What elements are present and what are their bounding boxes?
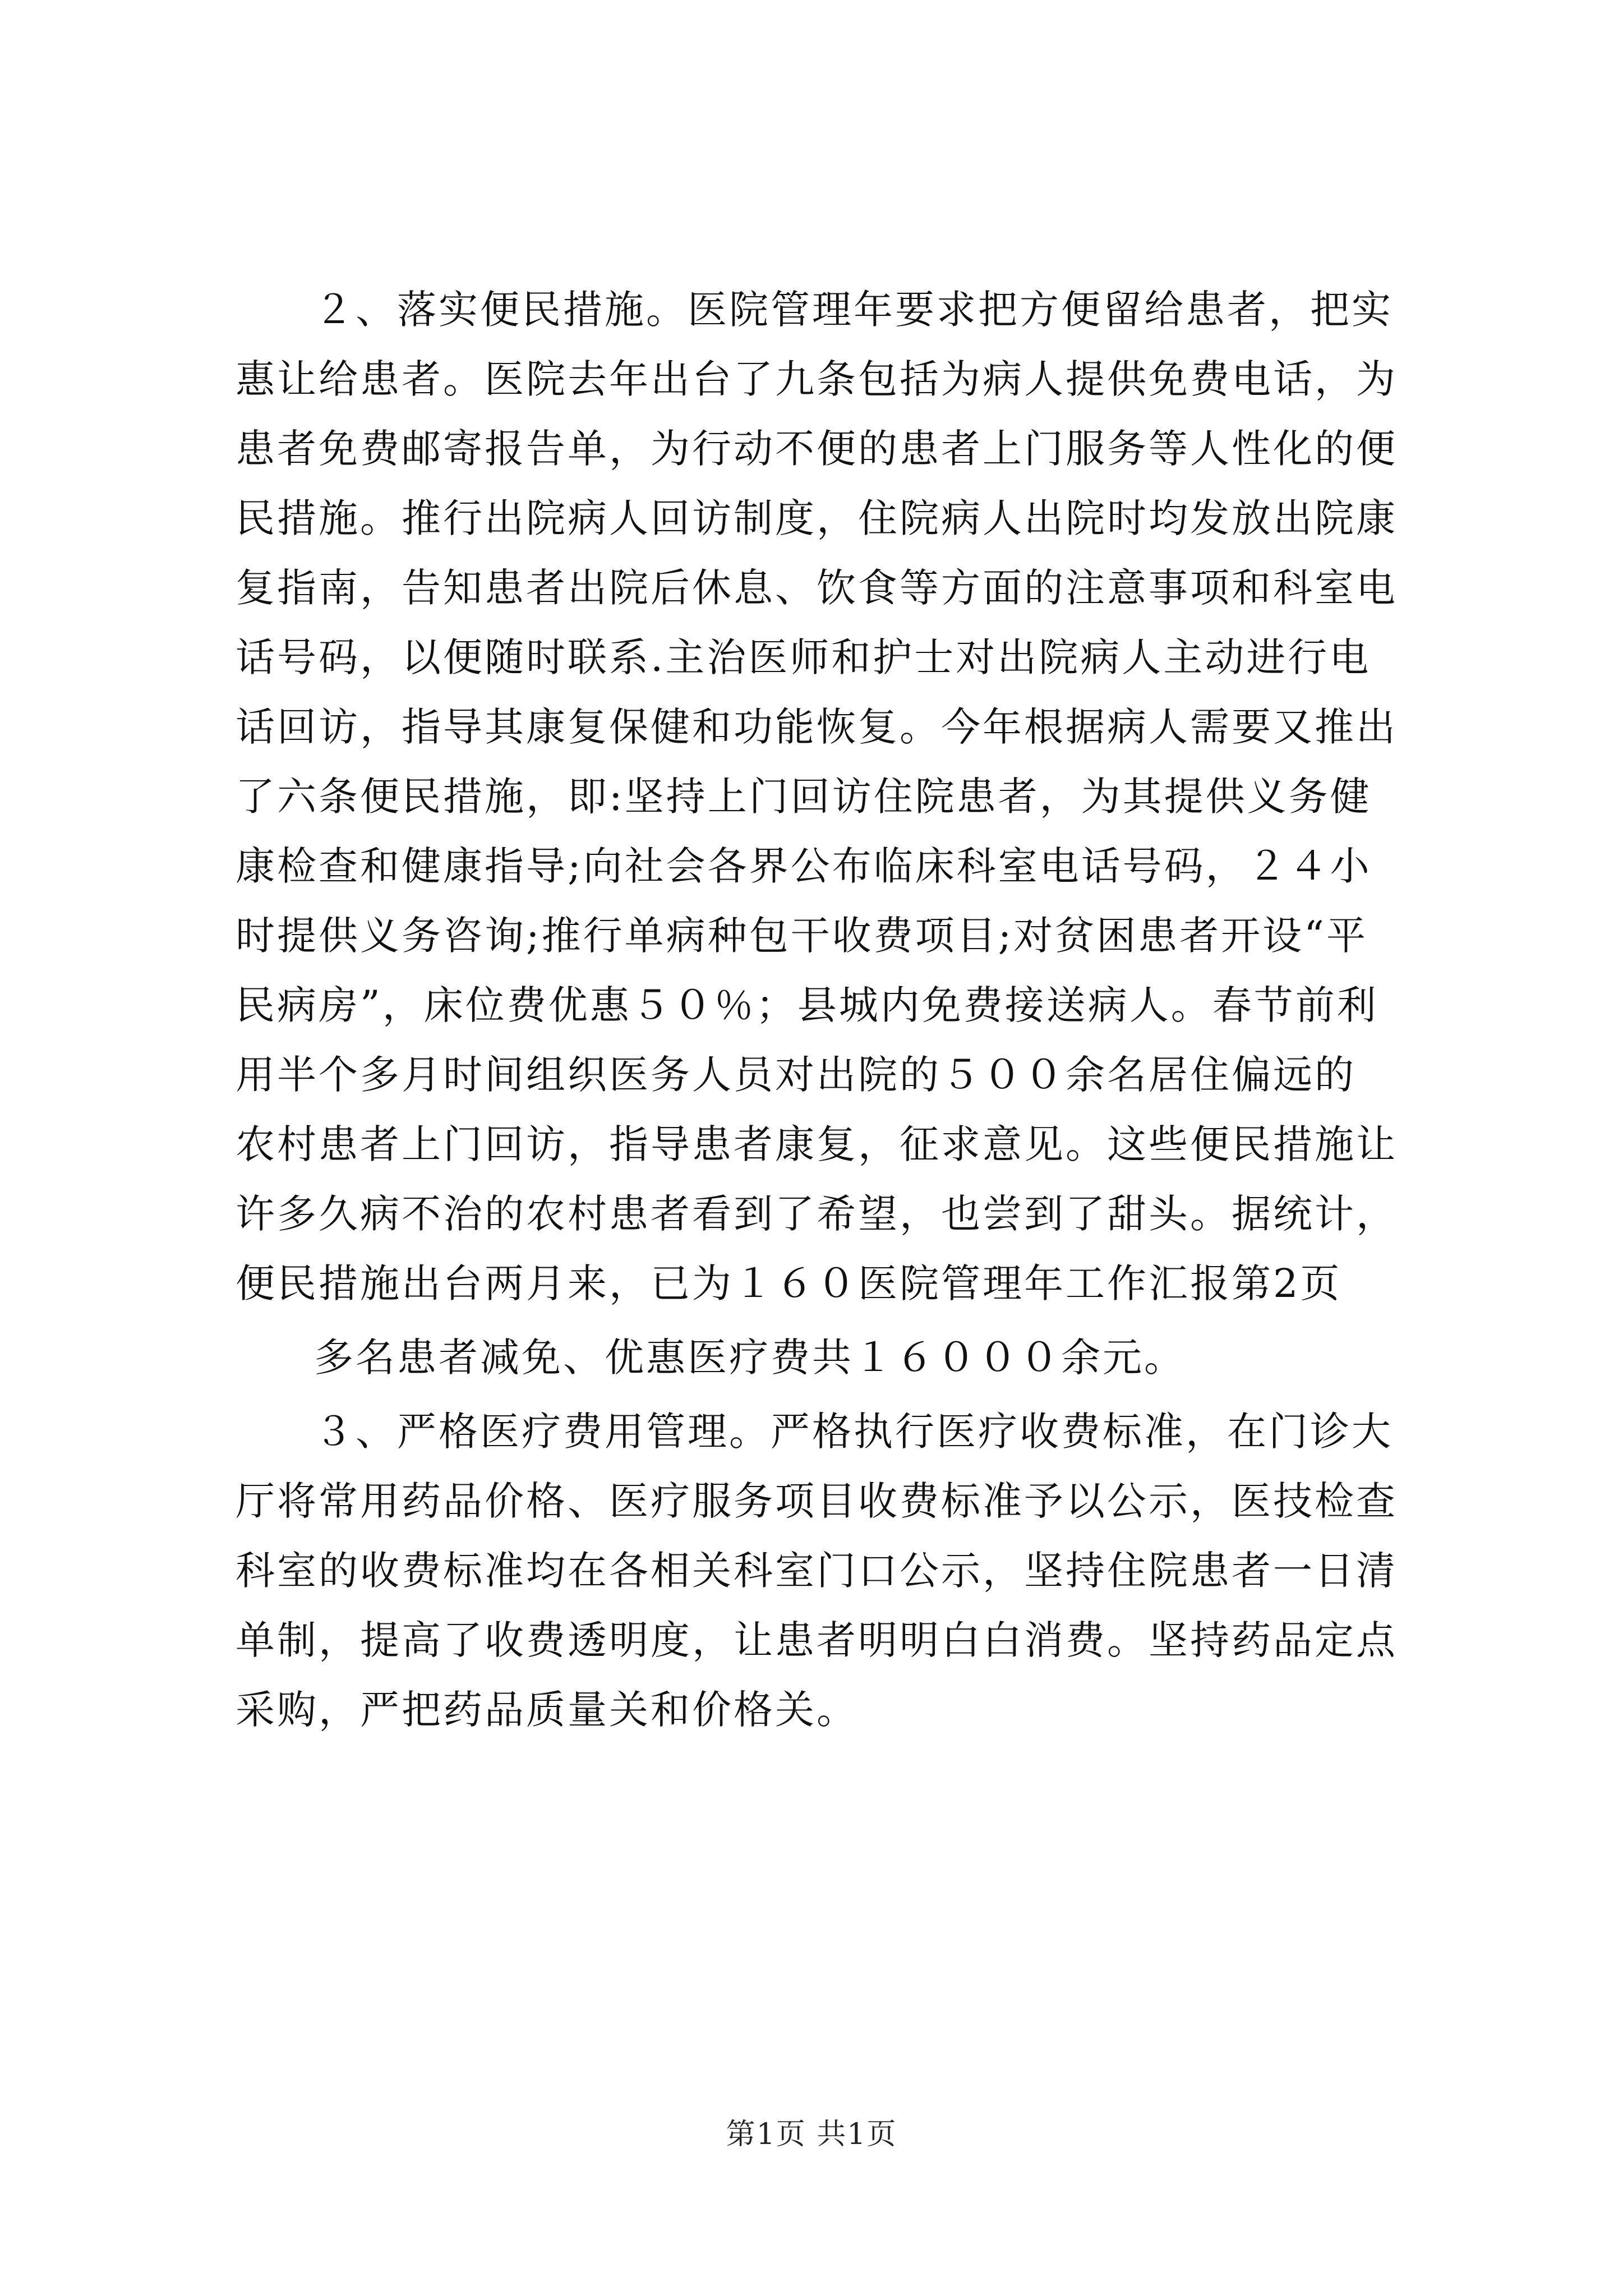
text-line: 多名患者减免、优惠医疗费共１６０００余元。 — [314, 1335, 1186, 1381]
text-line: 用半个多月时间组织医务人员对出院的５００余名居住偏远的 — [236, 1052, 1356, 1098]
text-line: 时提供义务咨询;推行单病种包干收费项目;对贫困患者开设“平 — [236, 913, 1368, 959]
text-line: 民措施。推行出院病人回访制度，住院病人出院时均发放出院康 — [236, 495, 1398, 541]
text-line: 患者免费邮寄报告单，为行动不便的患者上门服务等人性化的便 — [236, 426, 1398, 472]
text-line: 话号码，以便随时联系.主治医师和护士对出院病人主动进行电 — [236, 634, 1371, 680]
text-line: 许多久病不治的农村患者看到了希望，也尝到了甜头。据统计， — [236, 1191, 1398, 1237]
paragraph-3 — [236, 1397, 1424, 1745]
text-line: 话回访，指导其康复保健和功能恢复。今年根据病人需要又推出 — [236, 704, 1398, 750]
body-text — [236, 275, 1424, 1745]
text-line: 复指南，告知患者出院后休息、饮食等方面的注意事项和科室电 — [236, 565, 1398, 611]
spacer — [236, 1318, 1424, 1323]
text-line: ３、严格医疗费用管理。严格执行医疗收费标准，在门诊大 — [314, 1409, 1393, 1455]
text-line: 采购，严把药品质量关和价格关。 — [236, 1687, 858, 1733]
text-line: 科室的收费标准均在各相关科室门口公示，坚持住院患者一日清 — [236, 1548, 1398, 1594]
text-line: 康检查和健康指导;向社会各界公布临床科室电话号码，２４小 — [236, 843, 1372, 889]
continuation-paragraph — [236, 1323, 1424, 1392]
text-line: 厅将常用药品价格、医疗服务项目收费标准予以公示，医技检查 — [236, 1478, 1398, 1524]
text-line: 农村患者上门回访，指导患者康复，征求意见。这些便民措施让 — [236, 1121, 1398, 1167]
text-line: 了六条便民措施，即:坚持上门回访住院患者，为其提供义务健 — [236, 774, 1372, 820]
text-line: 惠让给患者。医院去年出台了九条包括为病人提供免费电话，为 — [236, 356, 1398, 402]
paragraph-2 — [236, 275, 1424, 1318]
text-line: 单制，提高了收费透明度，让患者明明白白消费。坚持药品定点 — [236, 1617, 1398, 1663]
text-line: 便民措施出台两月来，已为１６０医院管理年工作汇报第2页 — [236, 1260, 1342, 1306]
page-footer: 第1页 共1页 — [726, 2118, 897, 2151]
spacer — [236, 1392, 1424, 1397]
text-line: ２、落实便民措施。医院管理年要求把方便留给患者，把实 — [314, 287, 1393, 333]
text-line: 民病房”，床位费优惠５０％；县城内免费接送病人。春节前利 — [236, 982, 1378, 1028]
